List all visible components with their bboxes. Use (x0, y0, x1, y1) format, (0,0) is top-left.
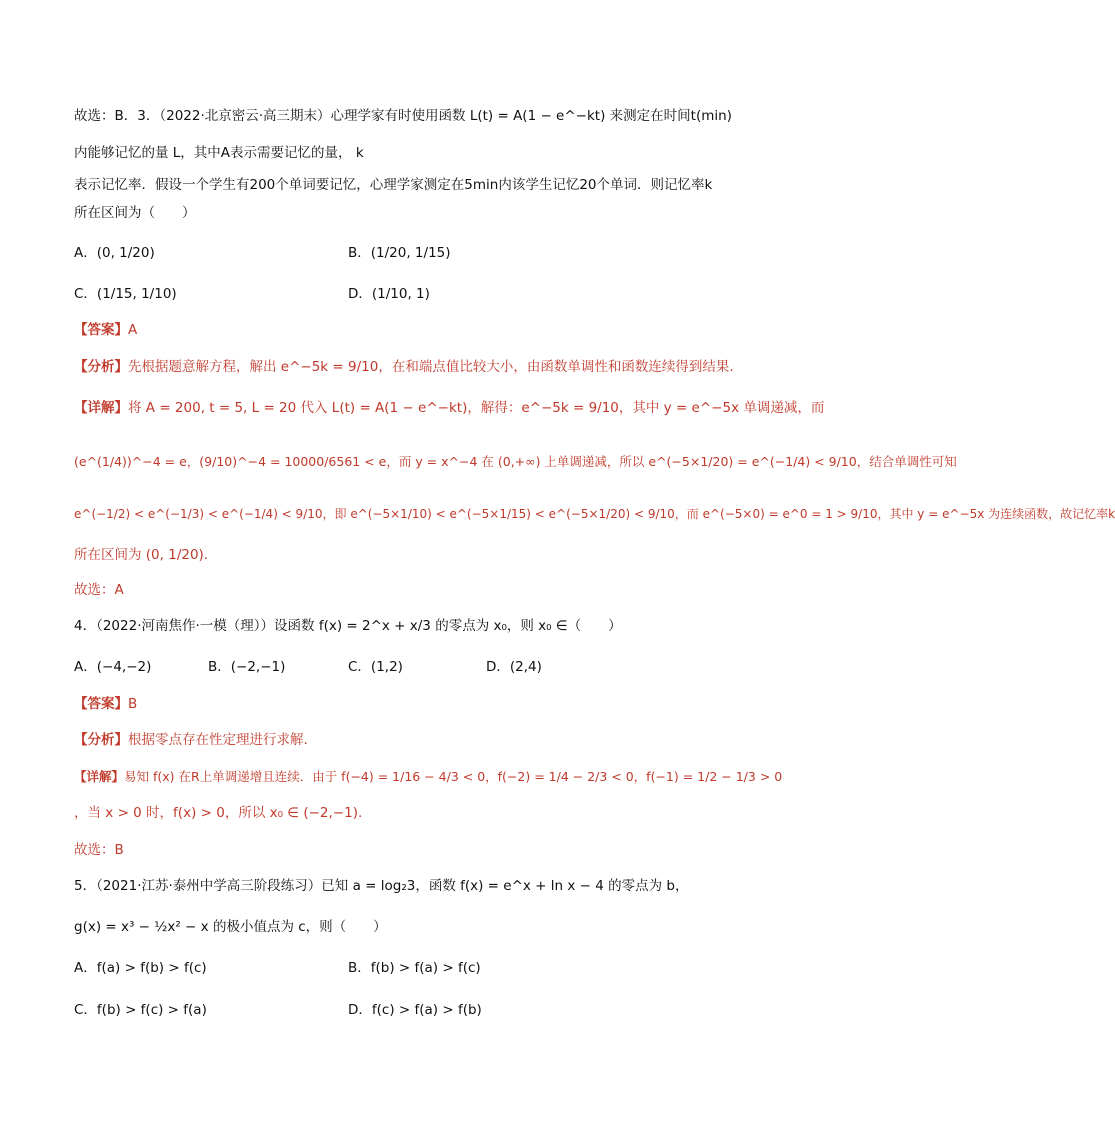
analysis-text: 先根据题意解方程，解出 e^−5k = 9/10，在和端点值比较大小，由函数单调性和函数连续得到结果. (128, 359, 734, 375)
q3-detail-line4: 所在区间为 (0, 1/20). (74, 547, 209, 563)
q4-choose: 故选：B (74, 842, 124, 858)
analysis-tag: 【分析】 (74, 359, 128, 375)
q3-stem-line4: 所在区间为（ ） (74, 205, 196, 221)
q3-choose: 故选：A (74, 582, 124, 598)
analysis-text: 根据零点存在性定理进行求解. (128, 732, 308, 748)
q3-detail-line1 (74, 398, 825, 418)
q4-detail-line2: ，当 x > 0 时，f(x) > 0，所以 x₀ ∈ (−2,−1). (74, 805, 363, 821)
answer-value: A (128, 322, 138, 338)
q5-stem-line2: g(x) = x³ − ½x² − x 的极小值点为 c，则（ ） (74, 919, 387, 935)
q3-answer (74, 320, 734, 340)
q4-analysis (74, 730, 734, 750)
answer-value: B (128, 696, 138, 712)
detail-text: 易知 f(x) 在R上单调递增且连续．由于 f(−4) = 1/16 − 4/3 < 0，f(−2) = 1/4 − 2/3 < 0，f(−1) = 1/2 − 1/3 > 0 (124, 769, 783, 784)
answer-tag: 【答案】 (74, 696, 128, 712)
q5-option-d: D．f(c) > f(a) > f(b) (348, 1002, 482, 1018)
q3-option-c: C．(1/15, 1/10) (74, 286, 177, 302)
q4-option-d: D．(2,4) (486, 659, 542, 675)
q3-stem-line3: 表示记忆率．假设一个学生有200个单词要记忆，心理学家测定在5min内该学生记忆20个单词．则记忆率k (74, 177, 713, 193)
q4-option-c: C．(1,2) (348, 659, 403, 675)
q4-answer (74, 694, 734, 714)
q3-option-d: D．(1/10, 1) (348, 286, 430, 302)
detail-text: 将 A = 200, t = 5, L = 20 代入 L(t) = A(1 − e^−kt)，解得：e^−5k = 9/10，其中 y = e^−5x 单调递减，而 (128, 400, 825, 416)
q3-detail-line2: (e^(1/4))^−4 = e，(9/10)^−4 = 10000/6561 < e，而 y = x^−4 在 (0,+∞) 上单调递减，所以 e^(−5×1/20) = e^(−1/4) < 9/10，结合单调性可知 (74, 454, 957, 469)
answer-tag: 【答案】 (74, 322, 128, 338)
detail-tag: 【详解】 (74, 400, 128, 416)
q4-stem: 4．（2022·河南焦作·一模（理））设函数 f(x) = 2^x + x/3 的零点为 x₀，则 x₀ ∈（ ） (74, 618, 622, 634)
q3-detail-line3: e^(−1/2) < e^(−1/3) < e^(−1/4) < 9/10，即 e^(−5×1/10) < e^(−5×1/15) < e^(−5×1/20) < 9/10，而 e^(−5×0) = e^0 = 1 > 9/10，其中 y = e^−5x 为连续函数，故记忆率k (74, 507, 1115, 521)
q5-option-c: C．f(b) > f(c) > f(a) (74, 1002, 207, 1018)
q4-detail-line1 (74, 767, 783, 787)
q5-option-a: A．f(a) > f(b) > f(c) (74, 960, 207, 976)
q3-stem-line1: 故选：B．3．（2022·北京密云·高三期末）心理学家有时使用函数 L(t) = A(1 − e^−kt) 来测定在时间t(min) (74, 108, 732, 124)
q3-stem-line2: 内能够记忆的量 L，其中A表示需要记忆的量， k (74, 145, 364, 161)
q3-option-a: A．(0, 1/20) (74, 245, 155, 261)
q4-option-a: A．(−4,−2) (74, 659, 152, 675)
q5-option-b: B．f(b) > f(a) > f(c) (348, 960, 481, 976)
q4-option-b: B．(−2,−1) (208, 659, 286, 675)
detail-tag: 【详解】 (74, 769, 125, 784)
q3-analysis (74, 357, 734, 377)
q5-stem-line1: 5．（2021·江苏·泰州中学高三阶段练习）已知 a = log₂3，函数 f(x) = e^x + ln x − 4 的零点为 b， (74, 878, 689, 894)
analysis-tag: 【分析】 (74, 732, 128, 748)
q3-option-b: B．(1/20, 1/15) (348, 245, 451, 261)
